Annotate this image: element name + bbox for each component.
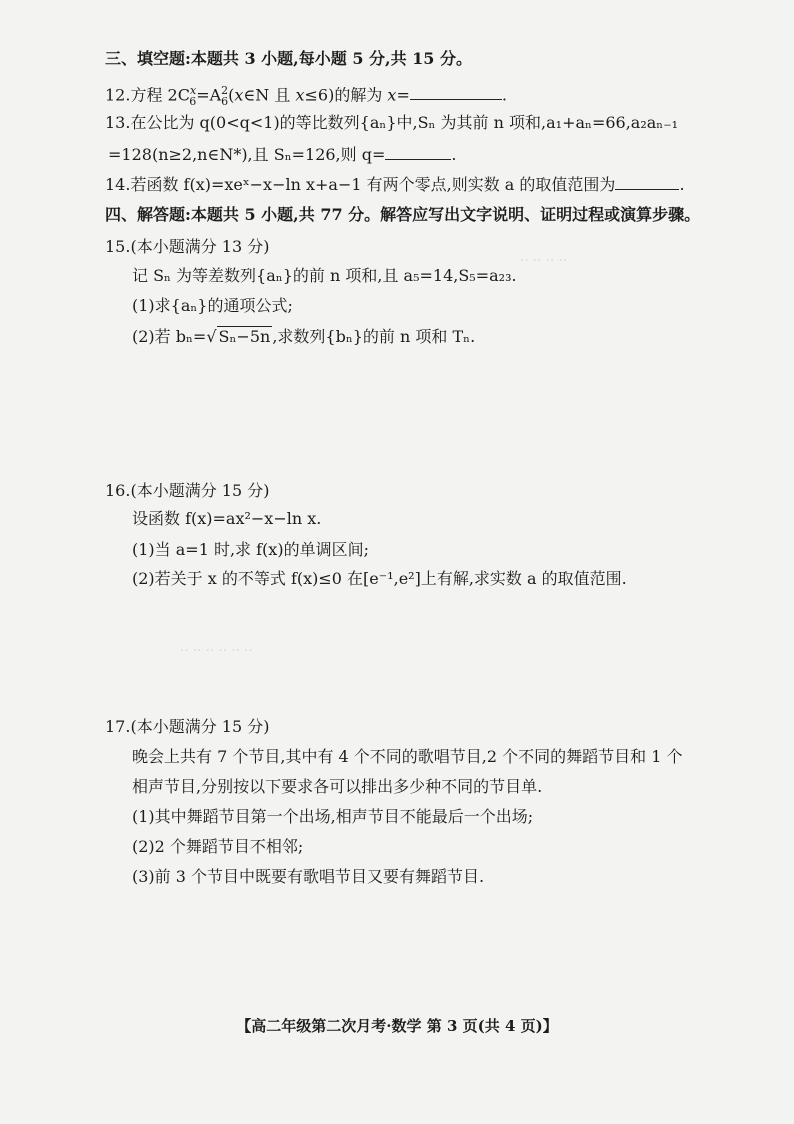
question-15-stem: 记 Sₙ 为等差数列{aₙ}的前 n 项和,且 a₅=14,S₅=a₂₃.: [132, 266, 517, 285]
question-16-part1: (1)当 a=1 时,求 f(x)的单调区间;: [132, 540, 369, 559]
question-13: 13.在公比为 q(0<q<1)的等比数列{aₙ}中,Sₙ 为其前 n 项和,a₁+aₙ=66,a₂aₙ₋₁: [105, 113, 679, 132]
bleed-through: ‥ ‥ ‥ ‥ ‥ ‥: [180, 640, 253, 655]
answer-blank[interactable]: [385, 145, 451, 160]
question-17-stem-line2: 相声节目,分别按以下要求各可以排出多少种不同的节目单.: [132, 777, 543, 796]
bleed-through: ‥ ‥ ‥ ‥: [520, 250, 568, 265]
question-17-title: 17.(本小题满分 15 分): [105, 717, 270, 736]
section-header-solve: 四、解答题:本题共 5 小题,共 77 分。解答应写出文字说明、证明过程或演算步骤。: [105, 205, 701, 224]
question-13-line2: =128(n≥2,n∈N*),且 Sₙ=126,则 q= .: [108, 145, 457, 164]
question-16-stem: 设函数 f(x)=ax²−x−ln x.: [132, 509, 322, 528]
question-16-title: 16.(本小题满分 15 分): [105, 481, 270, 500]
question-17-stem-line1: 晚会上共有 7 个节目,其中有 4 个不同的歌唱节目,2 个不同的舞蹈节目和 1 个: [132, 747, 683, 766]
question-15-part2: (2)若 bₙ=√ Sₙ−5n ,求数列{bₙ}的前 n 项和 Tₙ.: [132, 327, 476, 346]
question-17-part2: (2)2 个舞蹈节目不相邻;: [132, 837, 304, 856]
question-12: 12.方程 $2C^x_6=A^2_6(x\in N$ 且 x≤6)的解为 x= .: [105, 84, 507, 108]
question-15-part1: (1)求{aₙ}的通项公式;: [132, 296, 293, 315]
answer-blank[interactable]: [410, 85, 502, 100]
question-16-part2: (2)若关于 x 的不等式 f(x)≤0 在[e⁻¹,e²]上有解,求实数 a 的取值范围.: [132, 569, 627, 588]
question-15-title: 15.(本小题满分 13 分): [105, 237, 270, 256]
section-header-fill-in: 三、填空题:本题共 3 小题,每小题 5 分,共 15 分。: [105, 49, 473, 68]
question-17-part1: (1)其中舞蹈节目第一个出场,相声节目不能最后一个出场;: [132, 807, 534, 826]
page-footer: 【高二年级第二次月考·数学 第 3 页(共 4 页)】: [236, 1017, 558, 1035]
question-17-part3: (3)前 3 个节目中既要有歌唱节目又要有舞蹈节目.: [132, 867, 485, 886]
question-14: 14.若函数 f(x)=xeˣ−x−ln x+a−1 有两个零点,则实数 a 的取值范围为 .: [105, 175, 685, 194]
answer-blank[interactable]: [615, 175, 679, 190]
